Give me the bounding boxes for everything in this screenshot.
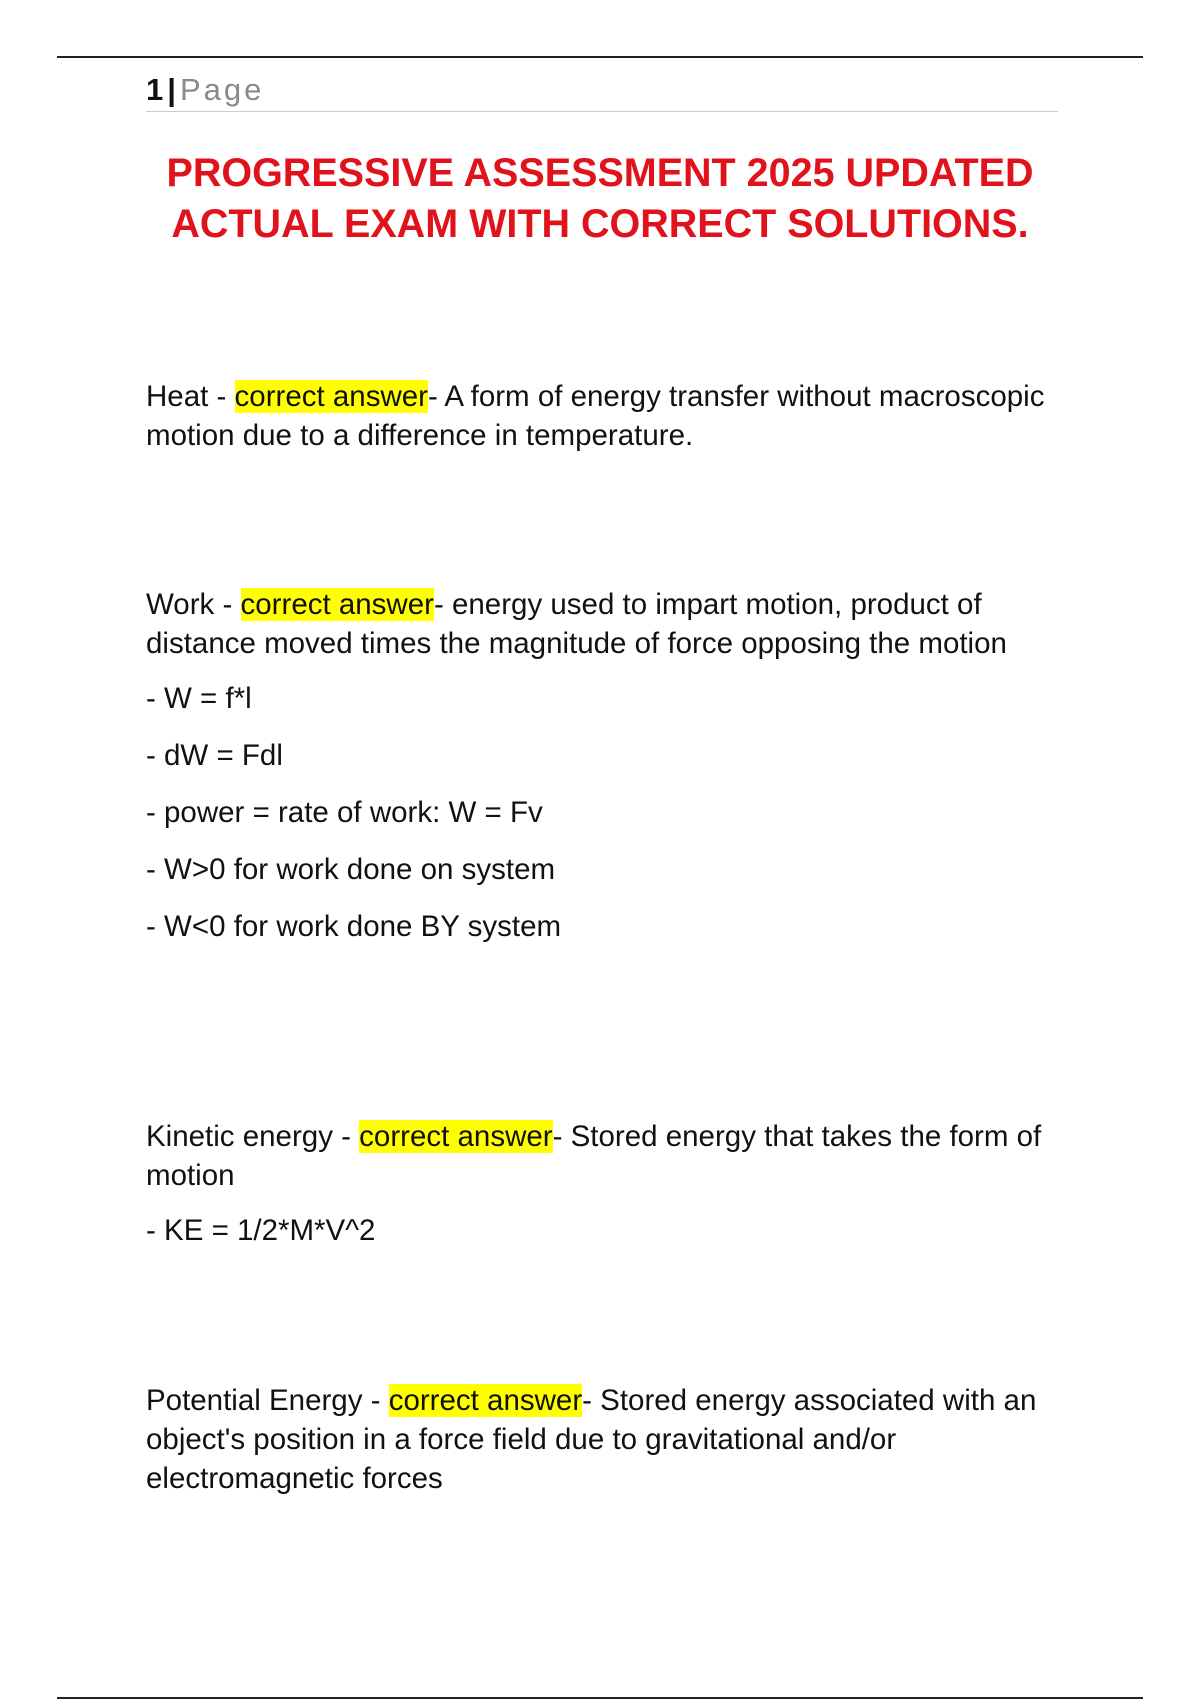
entry-note: - KE = 1/2*M*V^2 (146, 1214, 376, 1247)
entry-work (146, 585, 1066, 947)
entry-answer: - Stored energy associated with an object's position in a force field due to gravitational and/or electromagnetic forces (146, 1384, 1037, 1495)
entry-kinetic-energy (146, 1117, 1066, 1251)
page-label: Page (179, 72, 265, 107)
document-title (100, 148, 1100, 250)
page-header (146, 72, 264, 108)
entry-definition (146, 377, 1066, 455)
entry-note: - dW = Fdl (146, 739, 283, 772)
entry-note: - W = f*l (146, 682, 252, 715)
document-title-line-2: ACTUAL EXAM WITH CORRECT SOLUTIONS. (171, 202, 1029, 246)
entry-potential-energy (146, 1381, 1066, 1498)
document-title-line-1: PROGRESSIVE ASSESSMENT 2025 UPDATED (166, 151, 1034, 195)
entry-definition (146, 1117, 1066, 1195)
entry-heat (146, 377, 1066, 455)
entry-term: Heat - (146, 380, 235, 413)
entry-term: Kinetic energy - (146, 1120, 360, 1153)
answer-highlight: correct answer (240, 588, 434, 621)
header-divider (146, 111, 1058, 112)
entry-note: - W>0 for work done on system (146, 853, 556, 886)
page-number: 1 (146, 72, 164, 107)
entry-answer: - A form of energy transfer without macroscopic motion due to a difference in temperature. (146, 380, 1045, 452)
entry-answer: - Stored energy that takes the form of motion (146, 1120, 1042, 1192)
page-top-rule (57, 56, 1143, 58)
answer-highlight: correct answer (234, 380, 428, 413)
entry-note: - power = rate of work: W = Fv (146, 796, 543, 829)
page-header-separator: | (167, 72, 176, 107)
entry-definition (146, 585, 1066, 663)
entry-definition (146, 1381, 1066, 1498)
page-bottom-rule (57, 1697, 1143, 1699)
entry-note: - W<0 for work done BY system (146, 910, 562, 943)
entry-answer: - energy used to impart motion, product of distance moved times the magnitude of force opposing the motion (146, 588, 1007, 660)
entry-term: Work - (146, 588, 241, 621)
answer-highlight: correct answer (388, 1384, 583, 1417)
entry-term: Potential Energy - (146, 1384, 389, 1417)
answer-highlight: correct answer (359, 1120, 553, 1153)
